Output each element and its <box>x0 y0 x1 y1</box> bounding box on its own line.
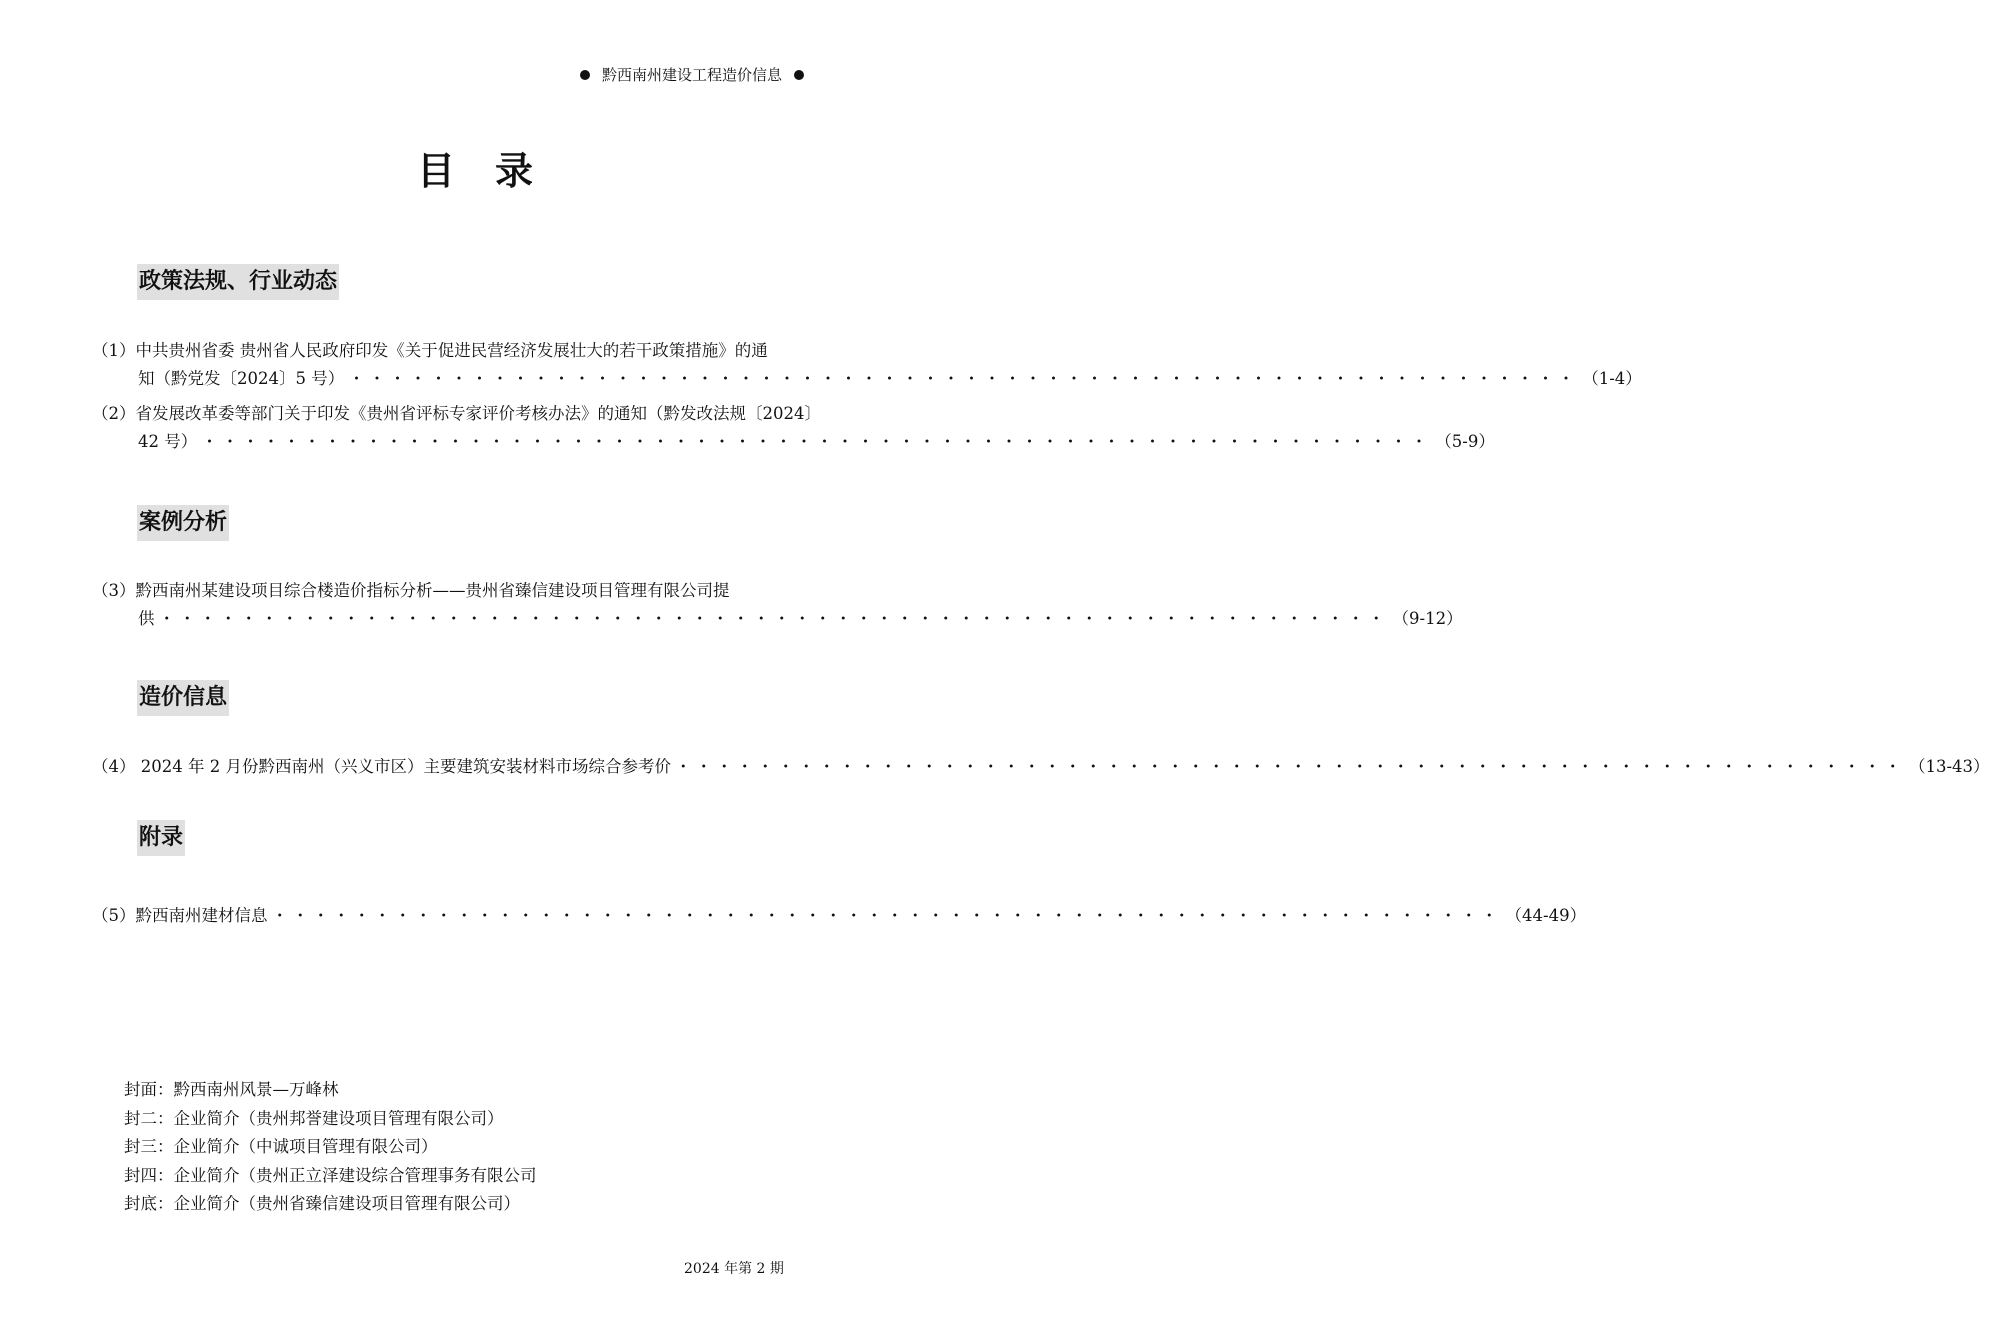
section-heading-appendix: 附录 <box>137 820 185 856</box>
toc-entry-line: （1）中共贵州省委 贵州省人民政府印发《关于促进民营经济发展壮大的若干政策措施》的通 <box>92 341 768 360</box>
running-header <box>580 64 840 85</box>
cover-notes <box>124 1076 537 1219</box>
section-heading-policy: 政策法规、行业动态 <box>137 264 339 300</box>
toc-entry-line: （5）黔西南州建材信息 <box>92 906 268 925</box>
toc-entry-line: 知（黔党发〔2024〕5 号） <box>138 369 345 388</box>
header-text: 黔西南州建设工程造价信息 <box>602 66 783 84</box>
page-range: （44-49） <box>1505 906 1587 925</box>
section-heading-case-analysis: 案例分析 <box>137 505 229 541</box>
toc-entry-line: （4） 2024 年 2 月份黔西南州（兴义市区）主要建筑安装材料市场综合参考价 <box>92 757 671 776</box>
toc-entry-line: 供 <box>138 609 155 628</box>
bullet-dot-icon <box>580 70 590 80</box>
dot-leader: ・・・・・・・・・・・・・・・・・・・・・・・・・・・・・・・・・・・・・・・・・・・・・・・・・・・・・・・・・・・・ <box>271 906 1502 925</box>
toc-entry-2[interactable] <box>92 400 1495 456</box>
dot-leader: ・・・・・・・・・・・・・・・・・・・・・・・・・・・・・・・・・・・・・・・・・・・・・・・・・・・・・・・・・・・・ <box>158 609 1389 628</box>
bullet-dot-icon <box>794 70 804 80</box>
cover-note-item: 封面：黔西南州风景—万峰林 <box>124 1080 339 1099</box>
page-range: （1-4） <box>1582 369 1642 388</box>
toc-entry-4[interactable] <box>92 753 1990 781</box>
toc-entry-1[interactable] <box>92 337 1642 393</box>
page-title: 目录 <box>416 149 573 193</box>
toc-entry-line: （2）省发展改革委等部门关于印发《贵州省评标专家评价考核办法》的通知（黔发改法规〔2024〕 <box>92 404 821 423</box>
dot-leader: ・・・・・・・・・・・・・・・・・・・・・・・・・・・・・・・・・・・・・・・・・・・・・・・・・・・・・・・・・・・・ <box>674 757 1905 776</box>
toc-entry-3[interactable] <box>92 577 1463 633</box>
cover-note-item: 封二：企业简介（贵州邦誉建设项目管理有限公司） <box>124 1108 504 1128</box>
issue-number: 2024 年第 2 期 <box>684 1261 784 1277</box>
page-range: （5-9） <box>1435 432 1495 451</box>
cover-note-item: 封底：企业简介（贵州省臻信建设项目管理有限公司） <box>124 1194 520 1213</box>
cover-note-item: 封三：企业简介（中诚项目管理有限公司） <box>124 1137 438 1156</box>
page-range: （9-12） <box>1392 609 1463 628</box>
toc-entry-line: 42 号） <box>138 432 198 451</box>
cover-note-item: 封四：企业简介（贵州正立泽建设综合管理事务有限公司 <box>124 1165 537 1185</box>
toc-entry-line: （3）黔西南州某建设项目综合楼造价指标分析——贵州省臻信建设项目管理有限公司提 <box>92 581 730 600</box>
section-heading-price-info: 造价信息 <box>137 680 229 716</box>
dot-leader: ・・・・・・・・・・・・・・・・・・・・・・・・・・・・・・・・・・・・・・・・・・・・・・・・・・・・・・・・・・・・ <box>348 369 1579 388</box>
dot-leader: ・・・・・・・・・・・・・・・・・・・・・・・・・・・・・・・・・・・・・・・・・・・・・・・・・・・・・・・・・・・・ <box>201 432 1432 451</box>
toc-entry-5[interactable] <box>92 902 1587 930</box>
page-range: （13-43） <box>1908 757 1990 776</box>
